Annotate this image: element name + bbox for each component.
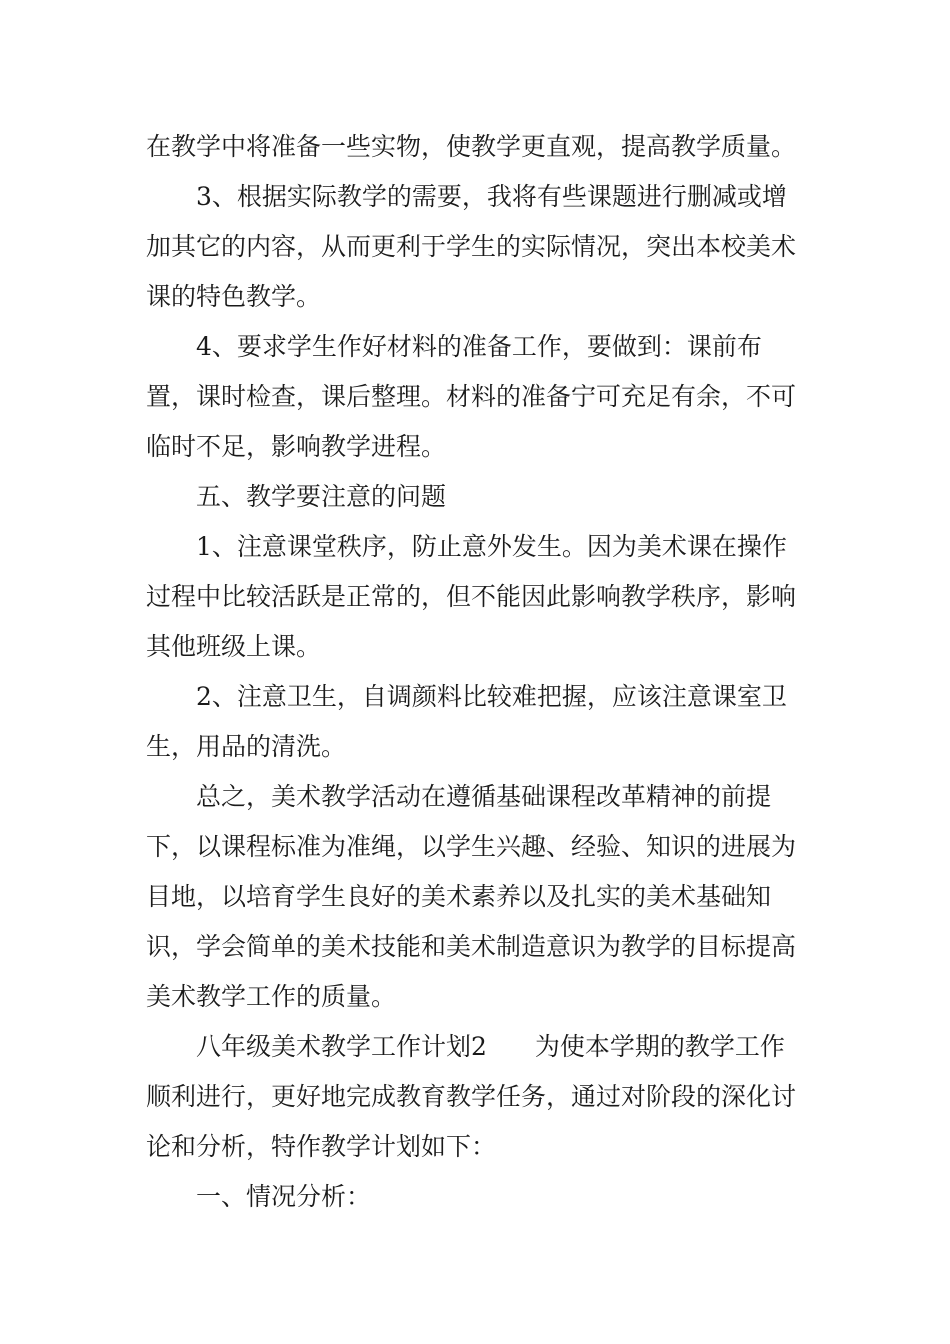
paragraph-item-1: 1、注意课堂秩序，防止意外发生。因为美术课在操作过程中比较活跃是正常的，但不能因此影响教学秩序，影响其他班级上课。 (146, 532, 797, 661)
paragraph-summary: 总之，美术教学活动在遵循基础课程改革精神的前提下，以课程标准为准绳，以学生兴趣、经验、知识的进展为目地，以培育学生良好的美术素养以及扎实的美术基础知识，学会简单的美术技能和美术制造意识为教学的目标提高美术教学工作的质量。 (146, 782, 797, 1011)
paragraph-continuation: 在教学中将准备一些实物，使教学更直观，提高教学质量。 (146, 132, 797, 161)
plan2-body: 为使本学期的教学工作顺利进行，更好地完成教育教学任务，通过对阶段的深化讨论和分析，特作教学计划如下： (146, 1032, 797, 1161)
section-heading-five: 五、教学要注意的问题 (196, 482, 447, 511)
section-heading-one: 一、情况分析： (196, 1182, 372, 1211)
paragraph-item-4: 4、要求学生作好材料的准备工作，要做到：课前布置，课时检查，课后整理。材料的准备宁可充足有余，不可临时不足，影响教学进程。 (146, 332, 797, 461)
paragraph-item-3: 3、根据实际教学的需要，我将有些课题进行删减或增加其它的内容，从而更利于学生的实际情况，突出本校美术课的特色教学。 (146, 182, 797, 311)
document-body (146, 122, 806, 1222)
paragraph-plan2 (146, 1022, 806, 1172)
paragraph-item-2: 2、注意卫生，自调颜料比较难把握，应该注意课室卫生，用品的清洗。 (146, 682, 787, 761)
plan2-title: 八年级美术教学工作计划2 (196, 1032, 487, 1061)
